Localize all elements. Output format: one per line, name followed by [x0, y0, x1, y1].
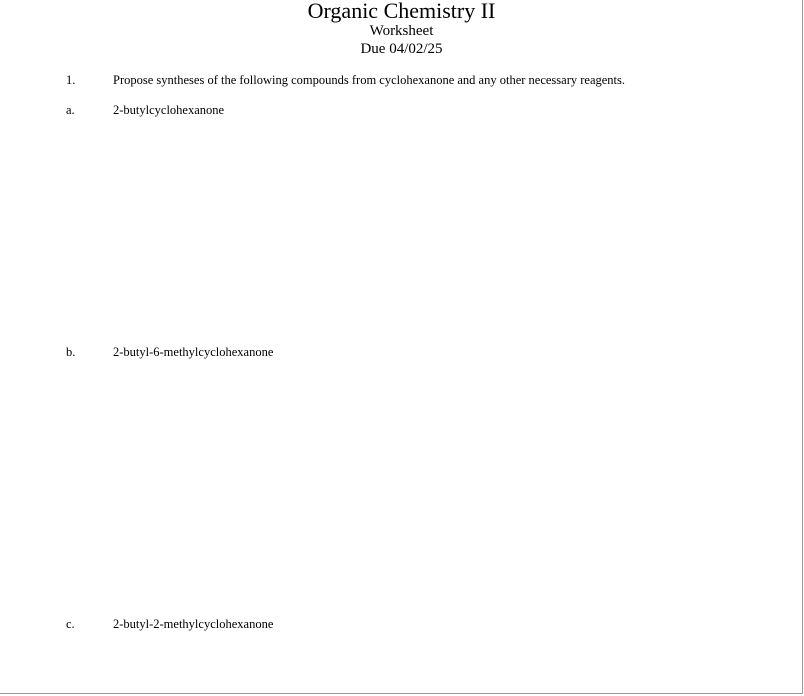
document-title: Organic Chemistry II [307, 0, 496, 23]
answer-space-c [113, 638, 763, 688]
due-date: Due 04/02/25 [360, 41, 443, 57]
answer-space-a [113, 124, 763, 334]
part-letter: c. [66, 617, 75, 631]
question-1 [0, 72, 803, 90]
part-compound: 2-butyl-6-methylcyclohexanone [113, 345, 274, 359]
part-letter: a. [66, 103, 75, 117]
document-subtitle: Worksheet [369, 23, 434, 39]
question-number: 1. [66, 73, 76, 87]
part-a [0, 102, 803, 120]
answer-space-b [113, 366, 763, 606]
part-letter: b. [66, 345, 76, 359]
part-compound: 2-butyl-2-methylcyclohexanone [113, 617, 274, 631]
part-compound: 2-butylcyclohexanone [113, 103, 225, 117]
part-b [0, 344, 803, 362]
question-prompt: Propose syntheses of the following compounds from cyclohexanone and any other necessary reagents. [113, 73, 626, 87]
part-c [0, 616, 803, 634]
